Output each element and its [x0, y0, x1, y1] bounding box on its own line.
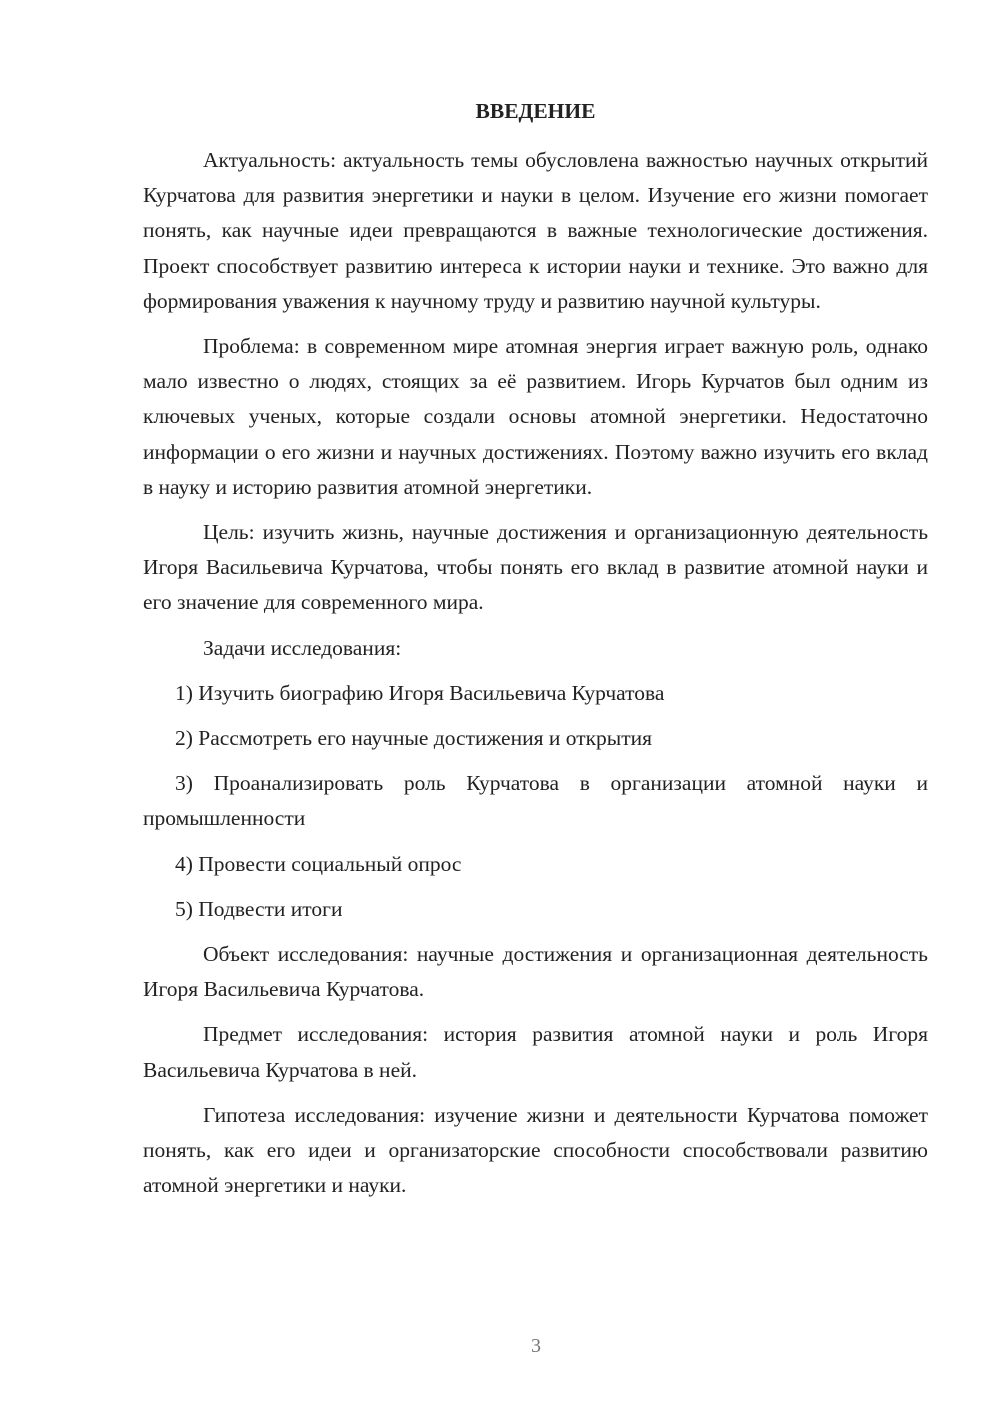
object-paragraph: Объект исследования: научные достижения и организационная деятельность Игоря Васильевича Курчатова.	[143, 942, 928, 1002]
page-number: 3	[531, 1335, 541, 1357]
tasks-heading: Задачи исследования:	[203, 635, 402, 660]
hypothesis-paragraph: Гипотеза исследования: изучение жизни и деятельности Курчатова поможет понять, как его идеи и организаторские способности способствовали развитию атомной энергетики и науки.	[143, 1102, 928, 1198]
problem-paragraph: Проблема: в современном мире атомная энергия играет важную роль, однако мало известно о людях, стоящих за её развитием. Игорь Курчатов был одним из ключевых ученых, которые создали основы атомной энергетики. Недостаточно информации о его жизни и научных достижениях. Поэтому важно изучить его вклад в науку и историю развития атомной энергетики.	[143, 334, 928, 499]
relevance-paragraph: Актуальность: актуальность темы обусловлена важностью научных открытий Курчатова для развития энергетики и науки в целом. Изучение его жизни помогает понять, как научные идеи превращаются в важные технологические достижения. Проект способствует развитию интереса к истории науки и технике. Это важно для формирования уважения к научному труду и развитию научной культуры.	[143, 148, 928, 313]
task-item-3: 3) Проанализировать роль Курчатова в организации атомной науки и промышленности	[143, 771, 928, 831]
document-body	[143, 143, 928, 1213]
task-item-4: 4) Провести социальный опрос	[175, 851, 462, 876]
task-item-2: 2) Рассмотреть его научные достижения и открытия	[175, 726, 653, 751]
task-item-1: 1) Изучить биографию Игоря Васильевича Курчатова	[175, 680, 665, 705]
goal-paragraph: Цель: изучить жизнь, научные достижения и организационную деятельность Игоря Васильевича Курчатова, чтобы понять его вклад в развитие атомной науки и его значение для современного мира.	[143, 520, 928, 615]
subject-paragraph: Предмет исследования: история развития атомной науки и роль Игоря Васильевича Курчатова в ней.	[143, 1022, 928, 1082]
page-title: ВВЕДЕНИЕ	[475, 99, 596, 123]
task-item-5: 5) Подвести итоги	[175, 896, 343, 921]
